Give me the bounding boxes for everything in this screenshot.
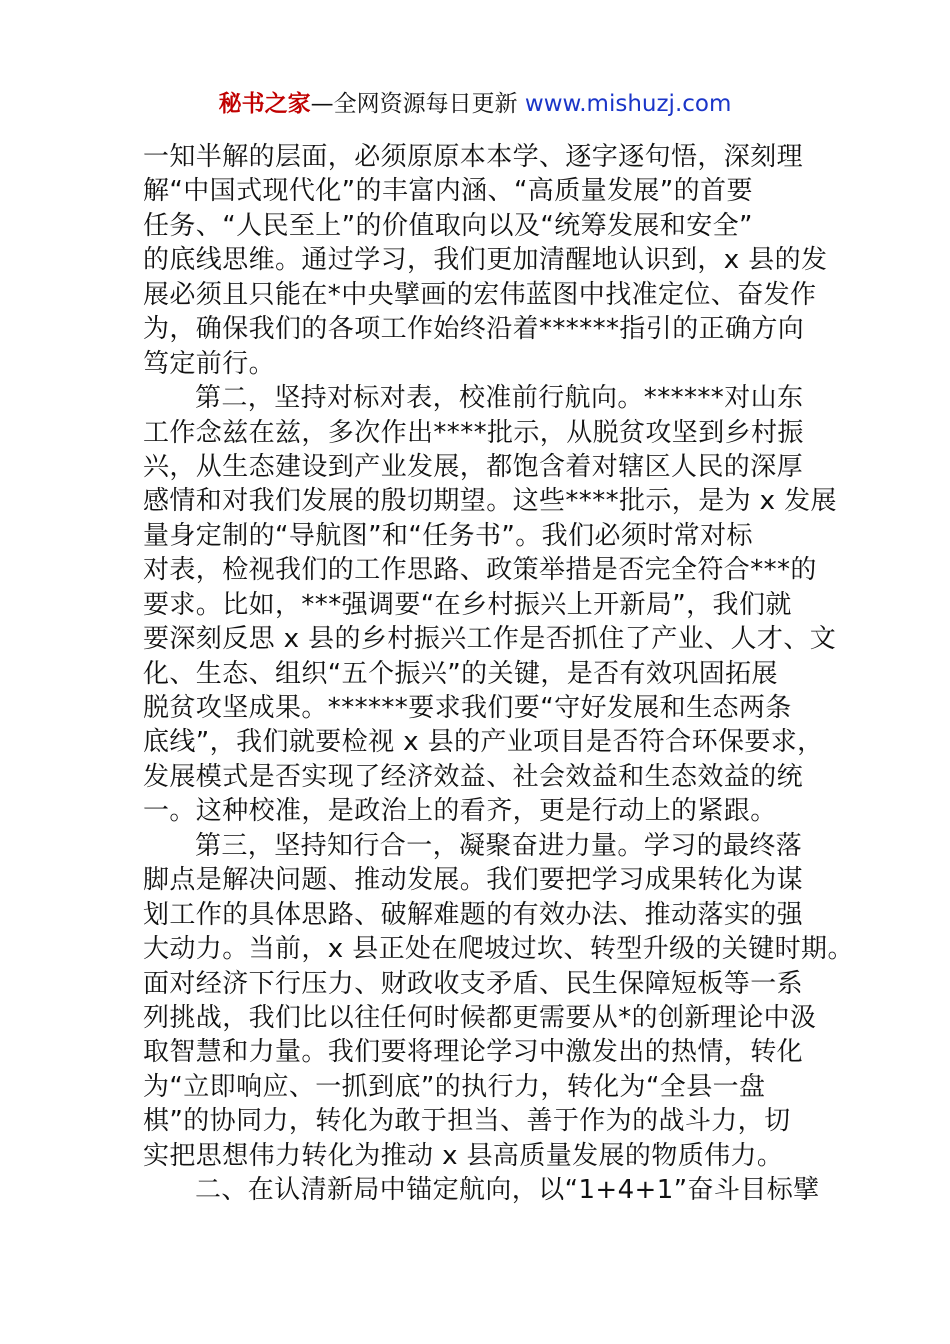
text-line: 感情和对我们发展的殷切期望。这些****批示，是为 x 发展 — [143, 486, 837, 517]
text-line: 脱贫攻坚成果。******要求我们要“守好发展和生态两条 — [143, 693, 792, 723]
text-line: 笃定前行。 — [143, 348, 276, 379]
paragraph-start-line: 第三，坚持知行合一，凝聚奋进力量。学习的最终落 — [195, 830, 803, 861]
text-line: 一。这种校准，是政治上的看齐，更是行动上的紧跟。 — [143, 796, 777, 827]
text-line: 大动力。当前，x 县正处在爬坡过坎、转型升级的关键时期。 — [143, 934, 854, 965]
text-line: 要深刻反思 x 县的乡村振兴工作是否抓住了产业、人才、文 — [143, 624, 837, 655]
text-line: 棋”的协同力，转化为敢于担当、善于作为的战斗力，切 — [143, 1106, 791, 1137]
text-line: 发展模式是否实现了经济效益、社会效益和生态效益的统 — [143, 761, 804, 792]
text-line: 划工作的具体思路、破解难题的有效办法、推动落实的强 — [143, 899, 804, 930]
text-line: 取智慧和力量。我们要将理论学习中激发出的热情，转化 — [143, 1037, 804, 1068]
text-line: 兴，从生态建设到产业发展，都饱含着对辖区人民的深厚 — [143, 451, 804, 482]
text-line: 脚点是解决问题、推动发展。我们要把学习成果转化为谋 — [143, 865, 804, 896]
text-line: 列挑战，我们比以往任何时候都更需要从*的创新理论中汲 — [143, 1002, 817, 1033]
text-line: 底线”，我们就要检视 x 县的产业项目是否符合环保要求， — [143, 727, 824, 758]
text-line: 为“立即响应、一抓到底”的执行力，转化为“全县一盘 — [143, 1071, 766, 1102]
text-line: 为，确保我们的各项工作始终沿着******指引的正确方向 — [143, 314, 805, 345]
text-line: 实把思想伟力转化为推动 x 县高质量发展的物质伟力。 — [143, 1140, 784, 1171]
document-body — [143, 140, 854, 1208]
text-line: 的底线思维。通过学习，我们更加清醒地认识到，x 县的发 — [143, 245, 828, 276]
text-line: 面对经济下行压力、财政收支矛盾、民生保障短板等一系 — [143, 968, 804, 999]
header-separator: — — [310, 91, 334, 117]
text-line: 要求。比如，***强调要“在乡村振兴上开新局”，我们就 — [143, 589, 792, 620]
site-url-link[interactable]: www.mishuzj.com — [524, 91, 732, 117]
page-header — [0, 88, 950, 120]
text-line: 化、生态、组织“五个振兴”的关键，是否有效巩固拓展 — [143, 658, 778, 689]
section-heading-line: 二、在认清新局中锚定航向，以“1+4+1”奋斗目标擘 — [195, 1175, 820, 1206]
text-line: 任务、“人民至上”的价值取向以及“统筹发展和安全” — [143, 210, 753, 241]
site-tagline: 全网资源每日更新 — [333, 91, 518, 117]
text-line: 解“中国式现代化”的丰富内涵、“高质量发展”的首要 — [143, 176, 753, 207]
text-line: 对表，检视我们的工作思路、政策举措是否完全符合***的 — [143, 555, 817, 586]
paragraph-start-line: 第二，坚持对标对表，校准前行航向。******对山东 — [195, 383, 804, 414]
text-line: 工作念兹在兹，多次作出****批示，从脱贫攻坚到乡村振 — [143, 417, 804, 448]
text-line: 一知半解的层面，必须原原本本学、逐字逐句悟，深刻理 — [143, 142, 804, 172]
text-line: 展必须且只能在*中央擘画的宏伟蓝图中找准定位、奋发作 — [143, 279, 817, 310]
text-line: 量身定制的“导航图”和“任务书”。我们必须时常对标 — [143, 520, 753, 551]
site-brand: 秘书之家 — [218, 91, 311, 117]
